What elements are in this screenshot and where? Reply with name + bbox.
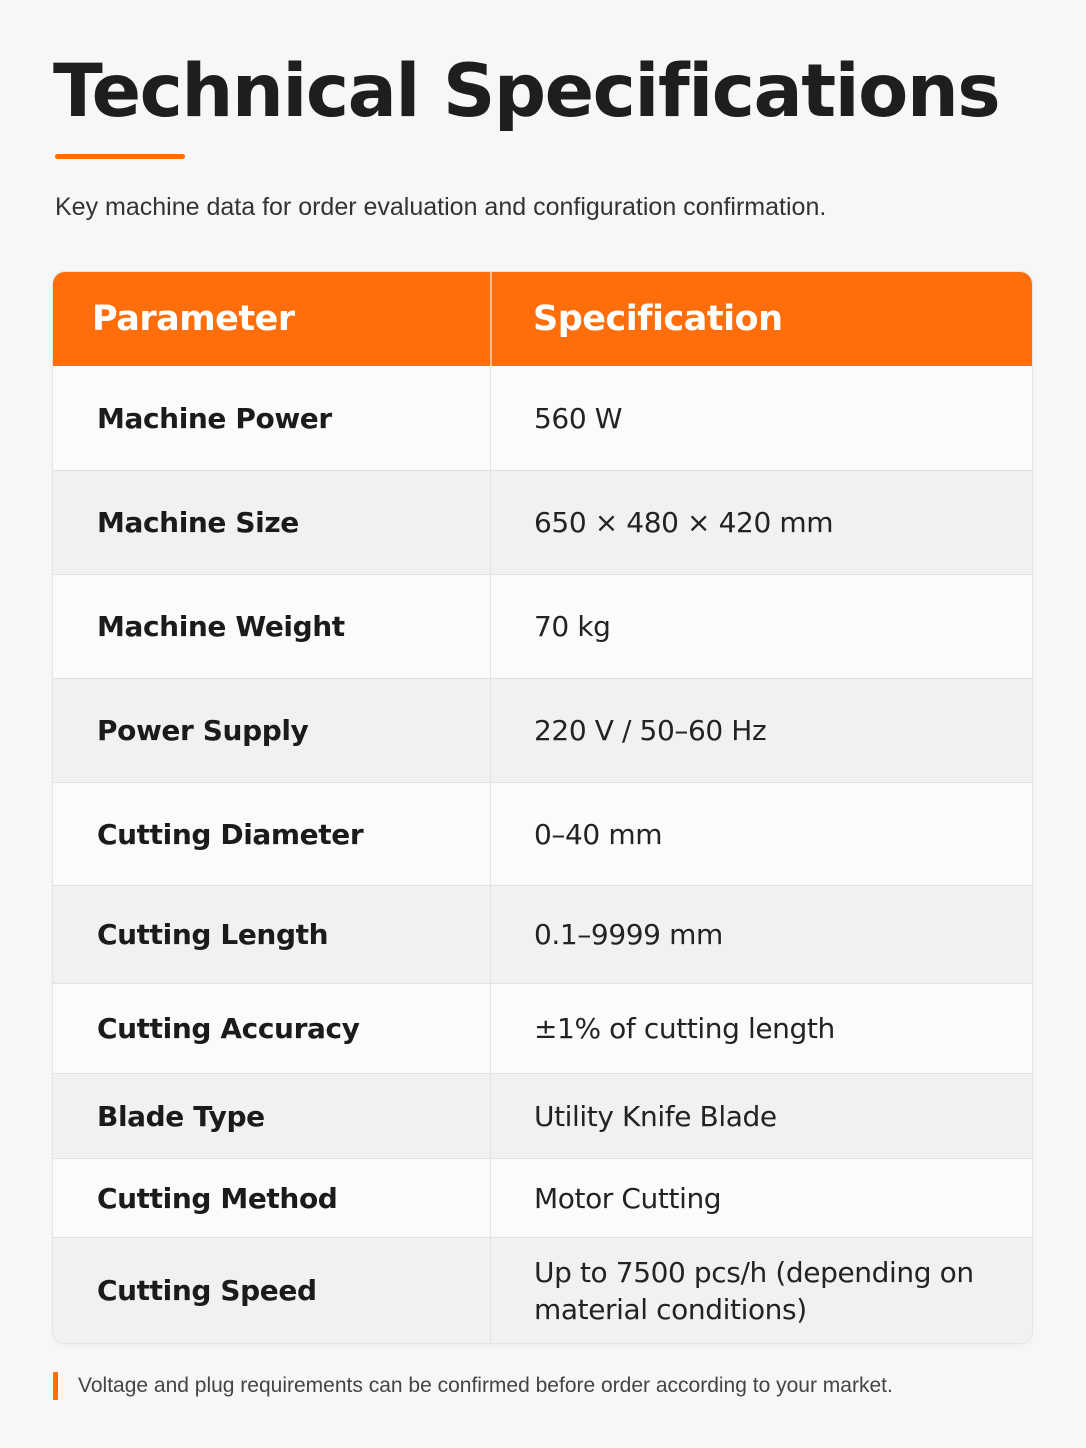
- table-row: [53, 983, 1032, 1073]
- table-row: [53, 1158, 1032, 1237]
- spec-table: [53, 272, 1032, 1343]
- parameter-cell: Cutting Accuracy: [97, 1012, 360, 1045]
- column-header-specification: Specification: [533, 299, 783, 339]
- specification-cell: 560 W: [534, 401, 623, 435]
- table-row: [53, 782, 1032, 885]
- parameter-cell: Cutting Method: [97, 1181, 338, 1215]
- parameter-cell: Cutting Length: [97, 918, 329, 951]
- specification-cell: ±1% of cutting length: [534, 1012, 835, 1045]
- specification-cell: 220 V / 50–60 Hz: [534, 714, 767, 747]
- table-row: [53, 470, 1032, 574]
- header-divider: [490, 272, 492, 366]
- parameter-cell: Machine Power: [97, 401, 332, 435]
- page-subtitle: Key machine data for order evaluation and configuration confirmation.: [55, 193, 827, 221]
- specification-cell: Motor Cutting: [534, 1181, 722, 1215]
- specification-cell: 0.1–9999 mm: [534, 918, 723, 951]
- table-row: [53, 1073, 1032, 1158]
- table-row: [53, 678, 1032, 782]
- specification-cell: 650 × 480 × 420 mm: [534, 506, 834, 539]
- parameter-cell: Cutting Diameter: [97, 817, 364, 851]
- page-title: Technical Specifications: [53, 49, 1000, 134]
- column-divider: [490, 366, 491, 1343]
- table-row: [53, 366, 1032, 470]
- specification-cell: Utility Knife Blade: [534, 1099, 777, 1133]
- specification-cell: Up to 7500 pcs/h (depending on material conditions): [534, 1255, 974, 1326]
- table-row: [53, 885, 1032, 983]
- footnote-text: Voltage and plug requirements can be confirmed before order according to your market.: [78, 1374, 893, 1397]
- parameter-cell: Machine Size: [97, 506, 299, 539]
- specification-cell: 0–40 mm: [534, 817, 663, 851]
- specification-cell: 70 kg: [534, 610, 611, 643]
- column-header-parameter: Parameter: [92, 299, 295, 339]
- footnote-accent-bar: [53, 1372, 58, 1400]
- parameter-cell: Blade Type: [97, 1099, 265, 1133]
- table-header: [53, 272, 1032, 366]
- parameter-cell: Cutting Speed: [97, 1274, 317, 1307]
- table-row: [53, 574, 1032, 678]
- parameter-cell: Power Supply: [97, 714, 309, 747]
- footnote: [53, 1372, 893, 1400]
- parameter-cell: Machine Weight: [97, 610, 345, 643]
- title-underline: [55, 154, 185, 159]
- table-row: [53, 1237, 1032, 1343]
